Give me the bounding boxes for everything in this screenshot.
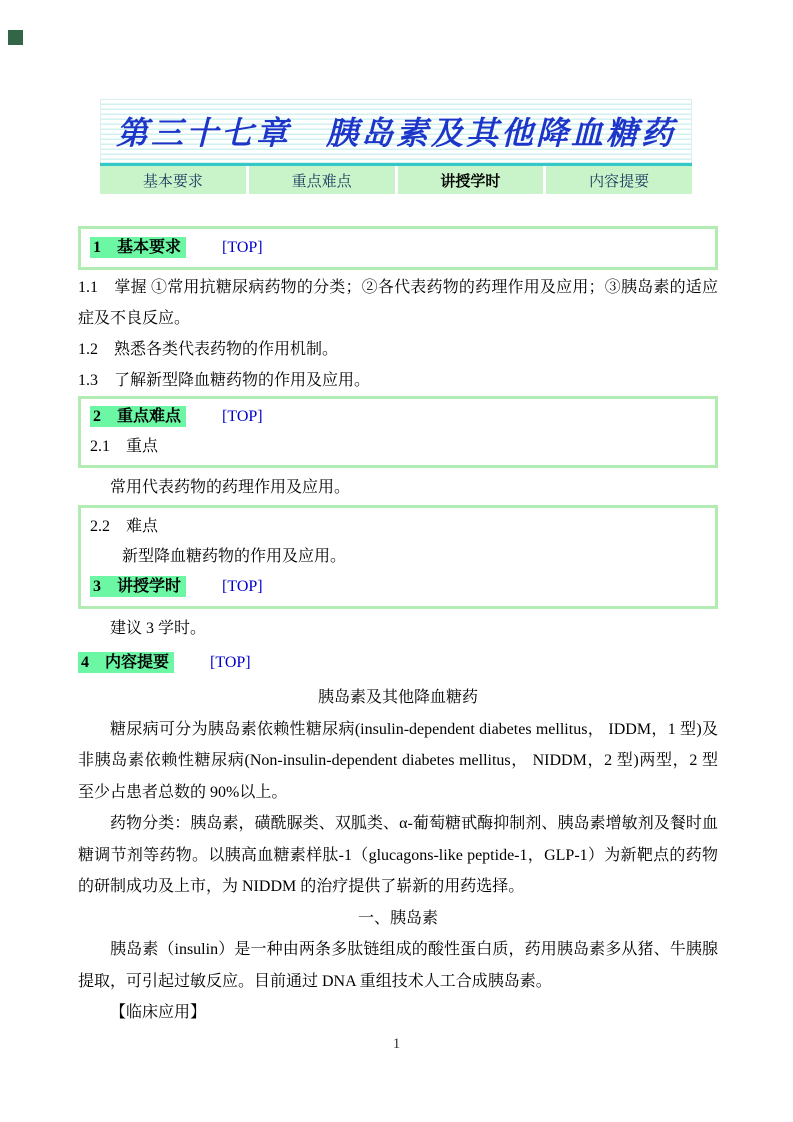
paragraph-1-2: 1.2 熟悉各类代表药物的作用机制。 (78, 341, 339, 358)
section-2-top-link[interactable]: [TOP] (222, 408, 263, 425)
section-2-heading (90, 402, 706, 432)
paragraph-diabetes: 糖尿病可分为胰岛素依赖性糖尿病(insulin-dependent diabetes mellitus， IDDM，1 型)及非胰岛素依赖性糖尿病(Non-insulin-dependent diabetes mellitus， NIDDM，2 型)两型，2 型至少占患者总数的 90%以上。 (78, 720, 718, 801)
section-3-heading-label: 3 讲授学时 (90, 576, 186, 597)
paragraph-2-2-content: 新型降血糖药物的作用及应用。 (122, 548, 347, 565)
section-3-top-link[interactable]: [TOP] (222, 578, 263, 595)
paragraph-1-3: 1.3 了解新型降血糖药物的作用及应用。 (78, 372, 371, 389)
heading-insulin: 一、胰岛素 (357, 909, 438, 927)
section-1-box (78, 226, 718, 270)
section-3-box (78, 505, 718, 609)
section-2-box (78, 396, 718, 468)
subsection-2-2-label: 2.2 难点 (90, 518, 159, 535)
heading-clinical-application: 【临床应用】 (110, 1004, 207, 1021)
nav-item-teaching-hours[interactable]: 讲授学时 (398, 166, 544, 194)
paragraph-2-1-content: 常用代表药物的药理作用及应用。 (110, 479, 351, 496)
section-4-top-link[interactable]: [TOP] (210, 654, 251, 671)
section-4-heading (78, 648, 718, 678)
paragraph-insulin: 胰岛素（insulin）是一种由两条多肽链组成的酸性蛋白质，药用胰岛素多从猪、牛胰腺提取，可引起过敏反应。目前通过 DNA 重组技术人工合成胰岛素。 (78, 941, 718, 990)
section-3-heading (90, 572, 706, 602)
nav-item-key-difficult-points[interactable]: 重点难点 (249, 166, 395, 194)
section-4-body (78, 682, 718, 1029)
content-subtitle: 胰岛素及其他降血糖药 (317, 689, 478, 706)
chapter-title: 第三十七章 胰岛素及其他降血糖药 (115, 115, 676, 151)
nav-bar (100, 163, 692, 194)
corner-marker (8, 30, 23, 45)
section-1-top-link[interactable]: [TOP] (222, 239, 263, 256)
section-1-body (78, 272, 718, 396)
subsection-2-1-label: 2.1 重点 (90, 438, 159, 455)
section-4-heading-label: 4 内容提要 (78, 652, 174, 673)
section-1-heading-label: 1 基本要求 (90, 237, 186, 258)
paragraph-3-content: 建议 3 学时。 (110, 620, 207, 637)
nav-item-basic-requirements[interactable]: 基本要求 (100, 166, 246, 194)
paragraph-drug-classes: 药物分类：胰岛素，磺酰脲类、双胍类、α-葡萄糖甙酶抑制剂、胰岛素增敏剂及餐时血糖调节剂等药物。以胰高血糖素样肽-1（glucagons-like peptide-1，GLP-1）为新靶点的药物的研制成功及上市，为 NIDDM 的治疗提供了崭新的用药选择。 (78, 815, 718, 895)
section-1-heading (90, 233, 706, 263)
chapter-banner (100, 99, 692, 163)
nav-item-content-summary[interactable]: 内容提要 (546, 166, 692, 194)
section-2-heading-label: 2 重点难点 (90, 406, 186, 427)
content-column (78, 0, 718, 1029)
page-number: 1 (392, 1036, 401, 1052)
paragraph-1-1: 1.1 掌握 ①常用抗糖尿病药物的分类；②各代表药物的药理作用及应用；③胰岛素的适应症及不良反应。 (78, 279, 718, 327)
